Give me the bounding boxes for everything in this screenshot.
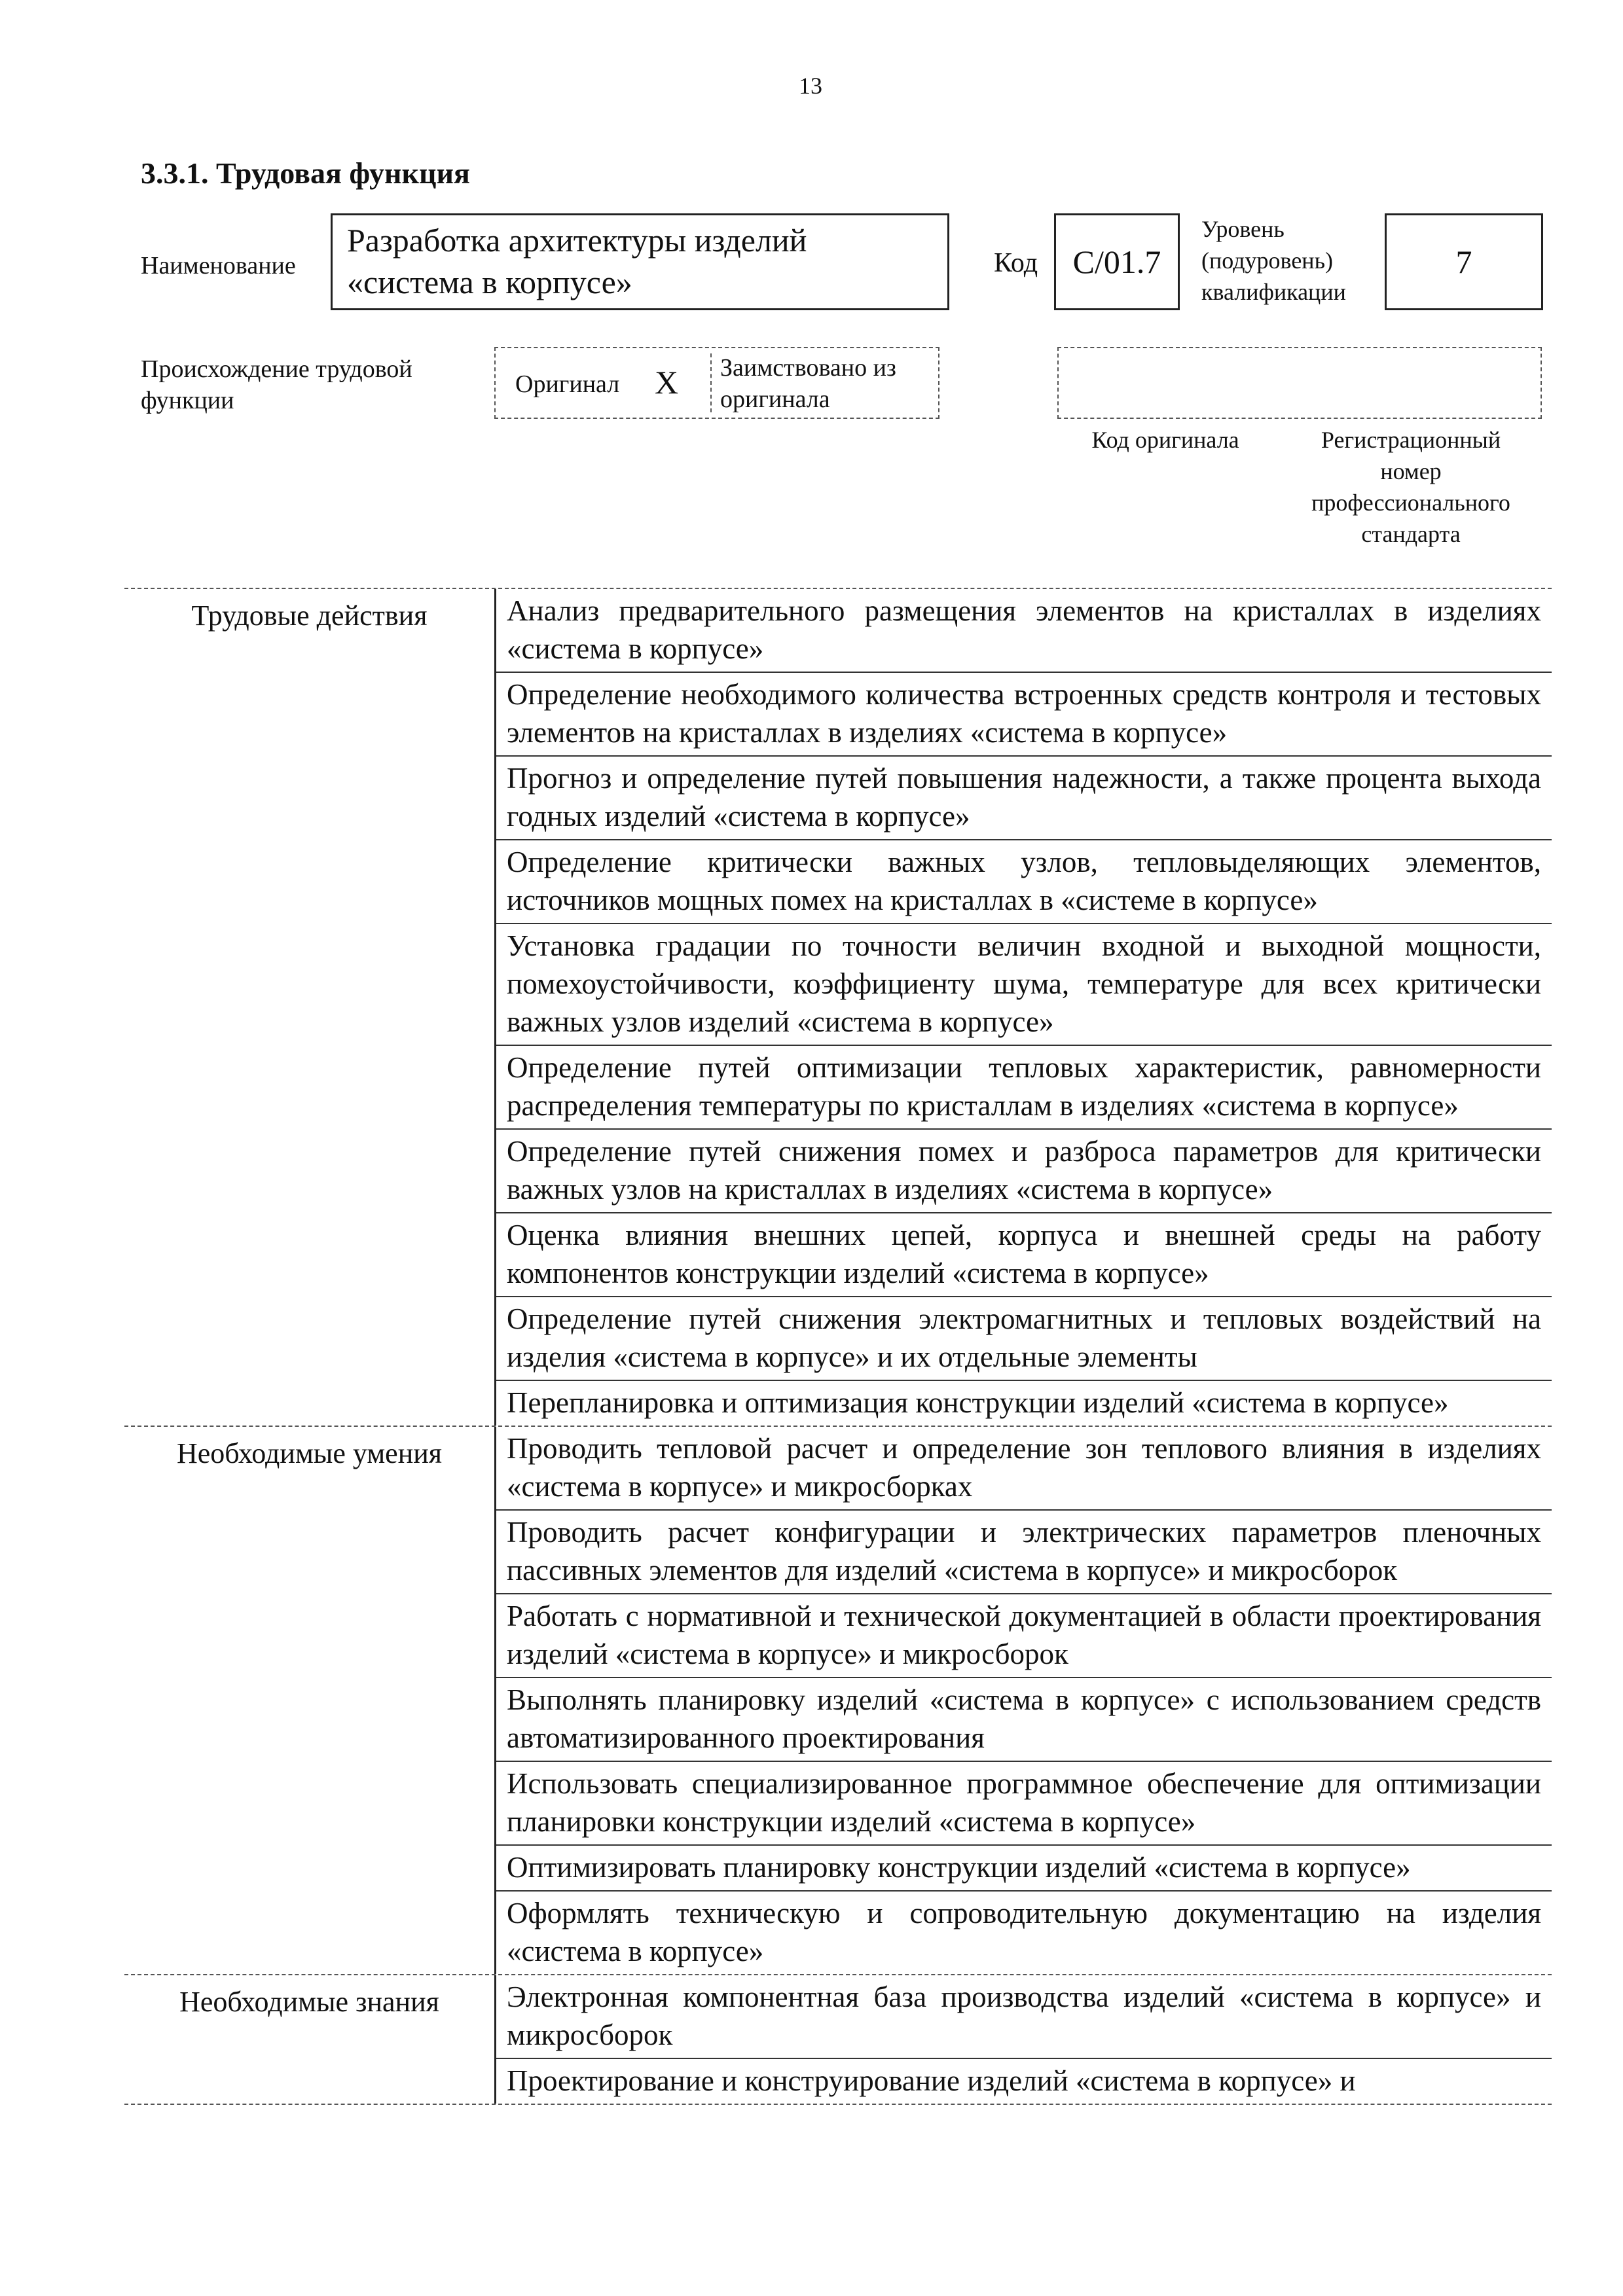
code-value: С/01.7 xyxy=(1072,243,1161,280)
list-item: Определение путей снижения электромагнитных и тепловых воздействий на изделия «система в корпусе» и их отдельные элементы xyxy=(496,1297,1552,1381)
qualification-level-box xyxy=(1385,213,1543,310)
section-label: Необходимые умения xyxy=(176,1437,443,1469)
section-label: Трудовые действия xyxy=(191,600,428,632)
original-code-label: Код оригинала xyxy=(1091,427,1239,453)
list-item: Оптимизировать планировку конструкции изделий «система в корпусе» xyxy=(496,1846,1552,1892)
list-item: Оформлять техническую и сопроводительную документацию на изделия «система в корпусе» xyxy=(507,1897,1541,1967)
qualification-level-value: 7 xyxy=(1455,243,1472,280)
list-item: Работать с нормативной и технической документацией в области проектирования изделий «система в корпусе» и микросборок xyxy=(496,1594,1552,1678)
original-mark: X xyxy=(655,364,679,401)
section-items xyxy=(494,1975,1552,2104)
list-item: Использовать специализированное программное обеспечение для оптимизации планировки конструкции изделий «система в корпусе» xyxy=(496,1762,1552,1846)
qualification-level-label: Уровень (подуровень) квалификации xyxy=(1201,216,1346,305)
code-box xyxy=(1054,213,1180,310)
name-label: Наименование xyxy=(141,252,296,279)
list-item: Оценка влияния внешних цепей, корпуса и внешней среды на работу компонентов конструкции изделий «система в корпусе» xyxy=(496,1213,1552,1297)
section-items xyxy=(494,589,1552,1426)
section-row-actions xyxy=(124,589,1552,1427)
list-item: Выполнять планировку изделий «система в корпусе» с использованием средств автоматизированного проектирования xyxy=(496,1678,1552,1762)
list-item: Определение критически важных узлов, тепловыделяющих элементов, источников мощных помех на кристаллах в «системе в корпусе» xyxy=(496,840,1552,924)
code-label: Код xyxy=(994,248,1038,278)
list-item: Прогноз и определение путей повышения надежности, а также процента выхода годных изделий «система в корпусе» xyxy=(496,757,1552,840)
origin-separator xyxy=(710,353,712,412)
section-title: 3.3.1. Трудовая функция xyxy=(141,156,470,190)
list-item: Перепланировка и оптимизация конструкции изделий «система в корпусе» xyxy=(507,1386,1449,1419)
registration-number-label: Регистрационный номер профессионального стандарта xyxy=(1311,427,1510,547)
section-row-knowledge xyxy=(124,1975,1552,2105)
borrowed-label: Заимствовано из оригинала xyxy=(720,354,896,413)
function-name-box xyxy=(331,213,949,310)
list-item: Определение путей оптимизации тепловых характеристик, равномерности распределения температуры по кристаллам в изделиях «система в корпусе» xyxy=(496,1046,1552,1130)
list-item: Проводить тепловой расчет и определение зон теплового влияния в изделиях «система в корпусе» и микросборках xyxy=(496,1427,1552,1511)
function-table xyxy=(124,588,1552,2105)
list-item: Определение путей снижения помех и разброса параметров для критически важных узлов на кристаллах в изделиях «система в корпусе» xyxy=(496,1130,1552,1213)
section-label: Необходимые знания xyxy=(179,1986,439,2018)
list-item: Установка градации по точности величин входной и выходной мощности, помехоустойчивости, коэффициенту шума, температуре для всех критически важных узлов изделий «система в корпусе» xyxy=(496,924,1552,1046)
section-items xyxy=(494,1427,1552,1974)
function-name-value: Разработка архитектуры изделий «система в корпусе» xyxy=(347,222,807,300)
origin-label: Происхождение трудовой функции xyxy=(141,355,412,414)
list-item: Анализ предварительного размещения элементов на кристаллах в изделиях «система в корпусе» xyxy=(496,589,1552,673)
section-row-skills xyxy=(124,1427,1552,1975)
list-item: Проектирование и конструирование изделий «система в корпусе» и xyxy=(507,2064,1356,2097)
list-item: Проводить расчет конфигурации и электрических параметров пленочных пассивных элементов для изделий «система в корпусе» и микросборок xyxy=(496,1511,1552,1594)
registration-box xyxy=(1057,347,1542,419)
list-item: Электронная компонентная база производства изделий «система в корпусе» и микросборок xyxy=(496,1975,1552,2059)
list-item: Определение необходимого количества встроенных средств контроля и тестовых элементов на кристаллах в изделиях «система в корпусе» xyxy=(496,673,1552,757)
page-number: 13 xyxy=(799,73,822,99)
original-label: Оригинал xyxy=(515,370,620,398)
